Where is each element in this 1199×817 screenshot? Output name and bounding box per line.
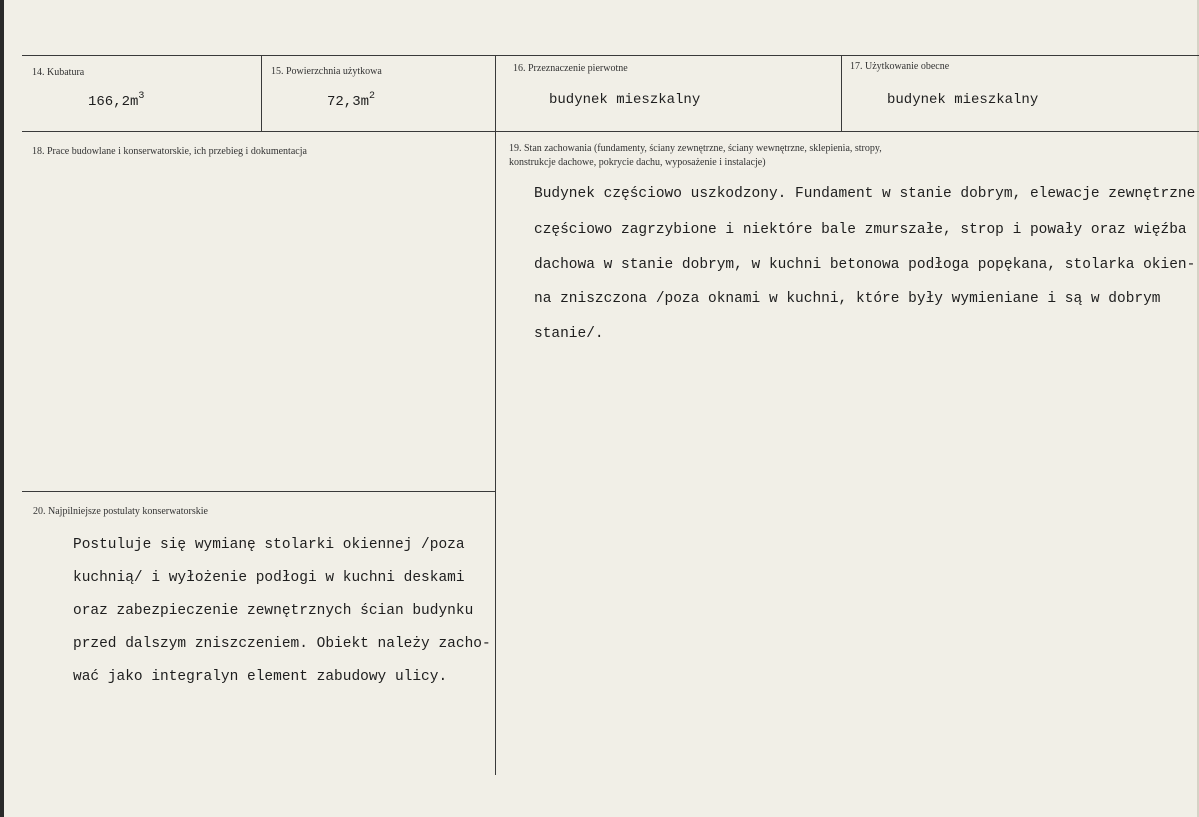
field-15-value xyxy=(327,91,375,110)
column-divider-1 xyxy=(261,55,262,131)
field-19-label-line-1: 19. Stan zachowania (fundamenty, ściany zewnętrzne, ściany wewnętrzne, sklepienia, stropy, xyxy=(509,143,882,154)
field-17-label: 17. Użytkowanie obecne xyxy=(850,61,950,72)
field-19-text-line-2: częściowo zagrzybione i niektóre bale zmurszałe, strop i powały oraz więźba xyxy=(534,222,1187,238)
field-18-label: 18. Prace budowlane i konserwatorskie, ich przebieg i dokumentacja xyxy=(32,146,307,157)
column-divider-3 xyxy=(841,55,842,131)
field-20-text-line-2: kuchnią/ i wyłożenie podłogi w kuchni deskami xyxy=(73,570,465,586)
field-16-value: budynek mieszkalny xyxy=(549,92,701,108)
field-20-text-line-1: Postuluje się wymianę stolarki okiennej /poza xyxy=(73,537,465,553)
field-14-unit-exponent: 3 xyxy=(138,91,145,102)
top-rule xyxy=(22,55,1199,56)
field-20-label: 20. Najpilniejsze postulaty konserwatorskie xyxy=(33,506,208,517)
field-17-value: budynek mieszkalny xyxy=(887,92,1039,108)
section-divider xyxy=(22,491,495,492)
field-20-text-line-4: przed dalszym zniszczeniem. Obiekt należy zacho- xyxy=(73,636,491,652)
row-divider xyxy=(22,131,1199,132)
column-divider-2 xyxy=(495,55,496,775)
field-16-label: 16. Przeznaczenie pierwotne xyxy=(513,63,628,74)
field-20-text-line-5: wać jako integralyn element zabudowy ulicy. xyxy=(73,669,448,685)
field-19-text-line-1: Budynek częściowo uszkodzony. Fundament w stanie dobrym, elewacje zewnętrzne xyxy=(534,186,1196,202)
field-15-number: 72,3m xyxy=(327,94,370,110)
field-14-value xyxy=(88,91,144,110)
field-19-text-line-3: dachowa w stanie dobrym, w kuchni betonowa podłoga popękana, stolarka okien- xyxy=(534,257,1196,273)
field-14-number: 166,2m xyxy=(88,94,139,110)
field-15-unit-exponent: 2 xyxy=(369,91,376,102)
paper-left-edge xyxy=(0,0,4,817)
field-19-text-line-4: na zniszczona /poza oknami w kuchni, które były wymieniane i są w dobrym xyxy=(534,291,1161,307)
field-14-label: 14. Kubatura xyxy=(32,67,85,78)
field-15-label: 15. Powierzchnia użytkowa xyxy=(271,66,382,77)
field-20-text-line-3: oraz zabezpieczenie zewnętrznych ścian budynku xyxy=(73,603,474,619)
field-19-text-line-5: stanie/. xyxy=(534,326,604,342)
field-19-label-line-2: konstrukcje dachowe, pokrycie dachu, wyposażenie i instalacje) xyxy=(509,157,766,168)
